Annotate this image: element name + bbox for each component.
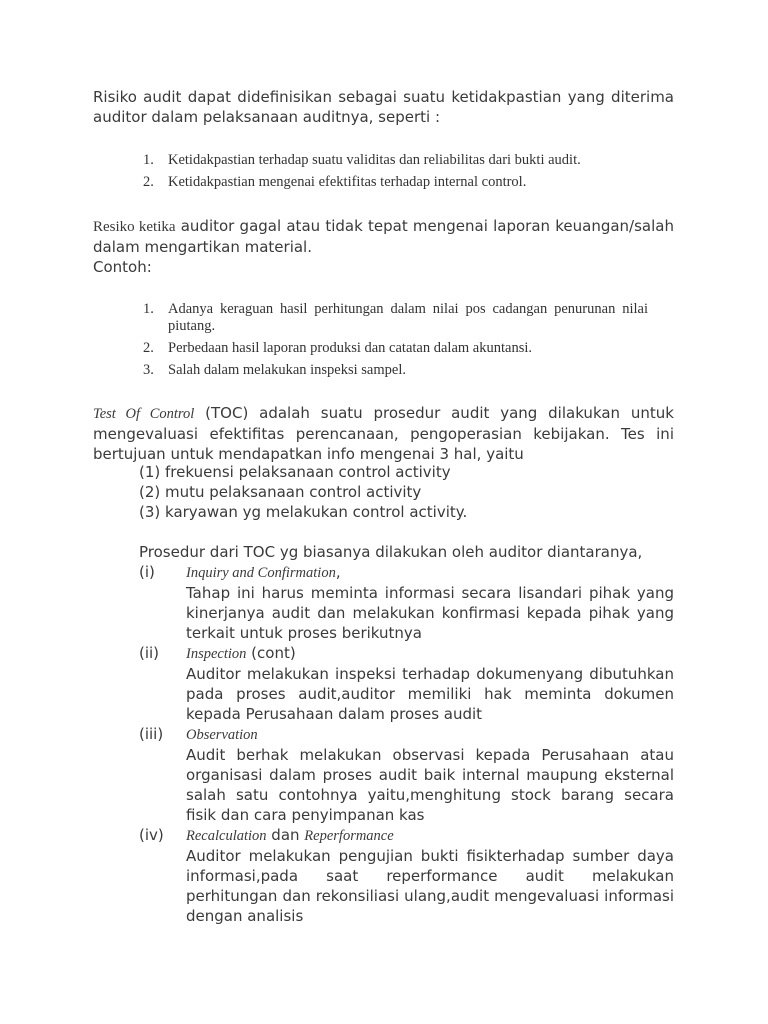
list-item: 1. Adanya keraguan hasil perhitungan dalam nilai pos cadangan penurunan nilai piutang. [143, 301, 648, 334]
procedure-description: Auditor melakukan pengujian bukti fisikterhadap sumber daya informasi,pada saat reperformance audit melakukan perhitungan dan rekonsiliasi ulang,audit mengevaluasi informasi dengan analisis [186, 847, 674, 925]
risk-paragraph: Resiko ketika auditor gagal atau tidak tepat mengenai laporan keuangan/salah dalam mengartikan material. Contoh: [93, 217, 674, 276]
procedure-title: Inquiry and Confirmation, [186, 563, 341, 581]
example-label: Contoh: [93, 258, 152, 276]
procedure-number: (i) [139, 563, 155, 581]
uncertainty-list [143, 152, 648, 191]
procedure-title: Inspection (cont) [186, 644, 296, 662]
procedure-number: (iii) [139, 725, 164, 743]
procedure-title: Recalculation dan Reperformance [186, 826, 394, 844]
example-list [143, 301, 648, 379]
list-item: 1. Ketidakpastian terhadap suatu validitas dan reliabilitas dari bukti audit. [143, 152, 581, 168]
procedure-section [139, 542, 674, 926]
procedure-description: Tahap ini harus meminta informasi secara lisandari pihak yang kinerjanya audit dan melakukan konfirmasi kepada pihak yang terkait untuk proses berikutnya [186, 584, 674, 642]
intro-paragraph: Risiko audit dapat didefinisikan sebagai suatu ketidakpastian yang diterima auditor dalam pelaksanaan auditnya, seperti : [93, 88, 674, 126]
procedure-number: (iv) [139, 826, 164, 844]
list-item: 2. Perbedaan hasil laporan produksi dan catatan dalam akuntansi. [143, 340, 532, 356]
procedure-title: Observation [186, 727, 258, 743]
procedure-item [139, 643, 674, 724]
procedure-list [139, 562, 674, 926]
toc-item-3: (3) karyawan yg melakukan control activity. [139, 503, 468, 521]
list-item: 3. Salah dalam melakukan inspeksi sampel. [143, 362, 406, 378]
procedure-description: Auditor melakukan inspeksi terhadap dokumenyang dibutuhkan pada proses audit,auditor memiliki hak meminta dokumen kepada Perusahaan dalam proses audit [186, 665, 674, 723]
toc-paragraph: Test Of Control (TOC) adalah suatu prosedur audit yang dilakukan untuk mengevaluasi efektifitas perencanaan, pengoperasian kebijakan. Tes ini bertujuan untuk mendapatkan info mengenai 3 hal, yaitu [93, 404, 674, 463]
list-item: 2. Ketidakpastian mengenai efektifitas terhadap internal control. [143, 174, 527, 190]
toc-item-2: (2) mutu pelaksanaan control activity [139, 483, 422, 501]
procedure-number: (ii) [139, 644, 160, 662]
toc-item-1: (1) frekuensi pelaksanaan control activity [139, 463, 451, 481]
procedure-item [139, 825, 674, 926]
procedure-description: Audit berhak melakukan observasi kepada Perusahaan atau organisasi dalam proses audit baik internal maupung eksternal salah satu contohnya yaitu,menghitung stock barang secara fisik dan cara penyimpanan kas [186, 746, 674, 824]
procedure-item [139, 724, 674, 825]
procedure-intro: Prosedur dari TOC yg biasanya dilakukan oleh auditor diantaranya, [139, 543, 643, 561]
toc-term: Test Of Control [93, 406, 195, 422]
procedure-item [139, 562, 674, 643]
